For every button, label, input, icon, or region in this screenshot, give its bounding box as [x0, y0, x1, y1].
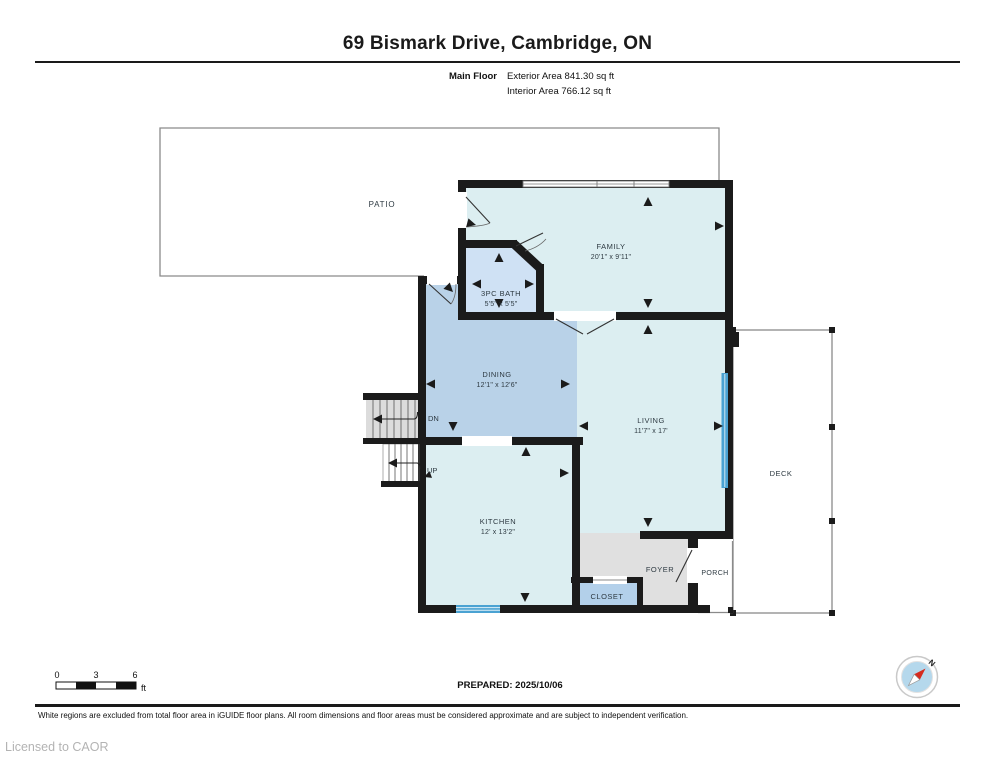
- foyer-label: FOYER: [645, 565, 675, 574]
- dining-dims: 12'1" x 12'6": [476, 382, 518, 389]
- interior-area-label: Interior Area 766.12 sq ft: [507, 86, 612, 97]
- kitchen-window: [456, 605, 500, 613]
- family-dims: 20'1" x 9'11": [590, 254, 632, 261]
- disclaimer-text: White regions are excluded from total floor area in iGUIDE floor plans. All room dimensions and floor areas must be considered approximate and are subject to independent verification.: [38, 711, 689, 720]
- bath-dims: 5'5" x 5'5": [484, 301, 518, 308]
- family-label: FAMILY: [596, 242, 626, 251]
- license-text: Licensed to CAOR: [5, 740, 109, 754]
- stairs-up-label: UP: [427, 466, 438, 475]
- footer-rule: [35, 704, 960, 707]
- compass-north-label: N: [926, 657, 937, 669]
- prepared-date: PREPARED: 2025/10/06: [457, 680, 563, 691]
- compass-icon: [897, 657, 938, 698]
- living-label: LIVING: [637, 416, 665, 425]
- scale-3: 3: [93, 670, 99, 680]
- stairs-down-label: DN: [428, 414, 439, 423]
- bath-label: 3PC BATH: [480, 289, 522, 298]
- patio-label: PATIO: [368, 200, 396, 209]
- dining-label: DINING: [482, 370, 512, 379]
- scale-unit: ft: [141, 683, 147, 693]
- closet-label: CLOSET: [590, 592, 624, 601]
- family-window: [523, 181, 669, 187]
- porch-label: PORCH: [701, 570, 729, 577]
- deck-label: DECK: [769, 469, 793, 478]
- floor-label: Main Floor: [448, 71, 497, 82]
- kitchen-label: KITCHEN: [479, 517, 517, 526]
- page-title: 69 Bismark Drive, Cambridge, ON: [342, 33, 653, 54]
- scale-0: 0: [54, 670, 60, 680]
- living-dims: 11'7" x 17': [634, 428, 668, 435]
- living-sliding-door: [722, 373, 729, 488]
- living-area: [577, 316, 727, 535]
- kitchen-dims: 12' x 13'2": [480, 529, 516, 536]
- exterior-area-label: Exterior Area 841.30 sq ft: [507, 71, 615, 82]
- scale-6: 6: [132, 670, 138, 680]
- scale-bar: [54, 670, 146, 693]
